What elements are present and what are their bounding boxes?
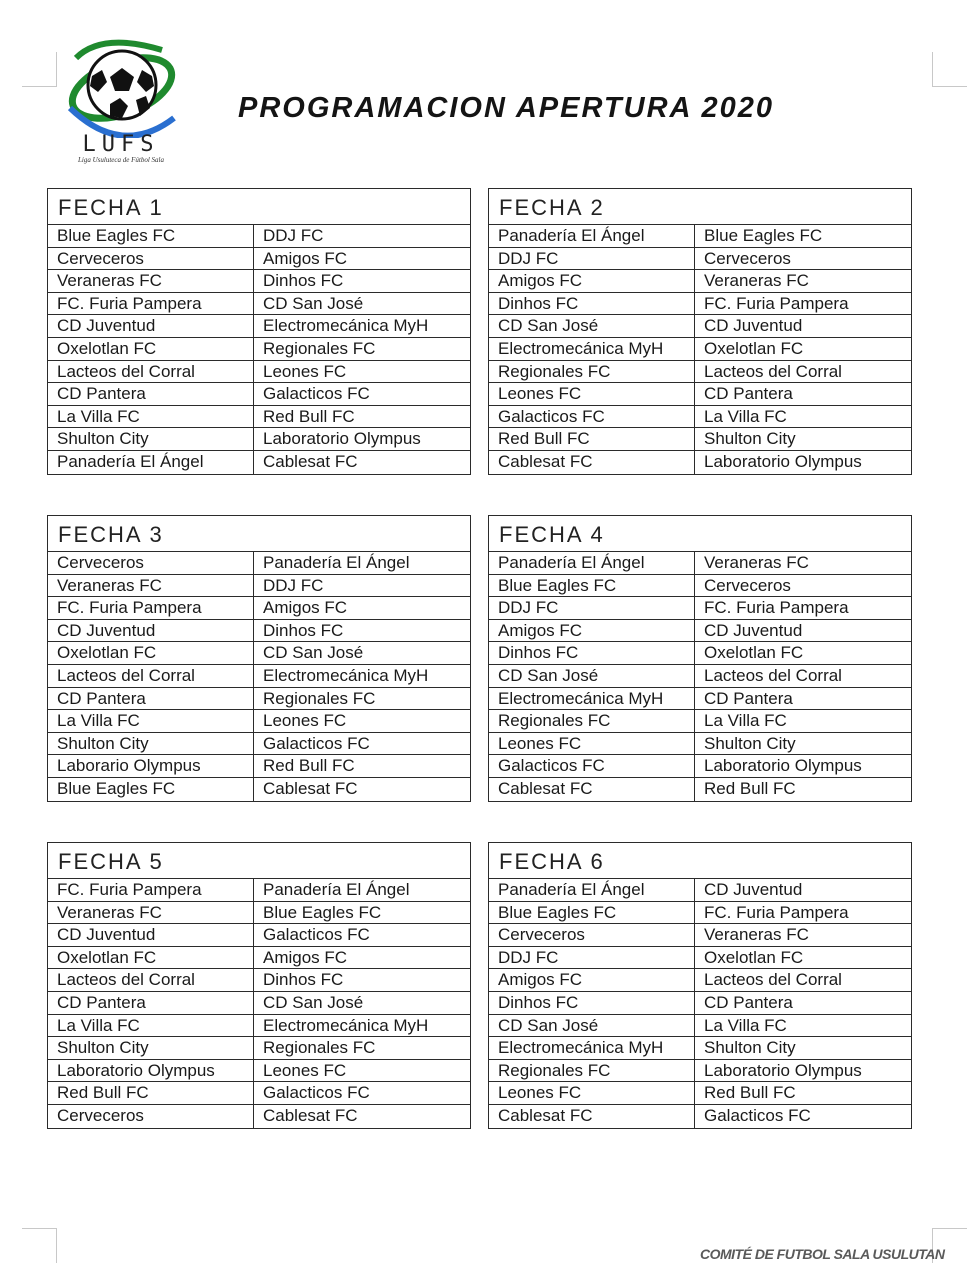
home-team: Leones FC [489, 1082, 695, 1104]
home-team: FC. Furia Pampera [48, 597, 254, 619]
match-row [48, 902, 470, 925]
home-team: Amigos FC [489, 270, 695, 292]
match-row [48, 947, 470, 970]
away-team: Laboratorio Olympus [704, 451, 862, 471]
match-row [48, 879, 470, 902]
home-team: FC. Furia Pampera [48, 879, 254, 901]
away-team: Shulton City [704, 429, 796, 449]
match-row [48, 778, 470, 801]
home-team: Dinhos FC [489, 642, 695, 664]
home-team: Oxelotlan FC [48, 947, 254, 969]
match-row [48, 1082, 470, 1105]
home-team: Lacteos del Corral [48, 969, 254, 991]
match-row [489, 1105, 911, 1128]
home-team: Galacticos FC [489, 406, 695, 428]
home-team: CD Pantera [48, 383, 254, 405]
away-team: Oxelotlan FC [704, 947, 804, 967]
away-team: Regionales FC [263, 688, 376, 708]
match-row [489, 406, 911, 429]
match-row [489, 1060, 911, 1083]
match-row [48, 665, 470, 688]
home-team: Oxelotlan FC [48, 642, 254, 664]
home-team: Cerveceros [489, 924, 695, 946]
match-row [489, 642, 911, 665]
away-team: Electromecánica MyH [263, 316, 429, 336]
match-row [489, 620, 911, 643]
away-team: FC. Furia Pampera [704, 902, 849, 922]
home-team: Panadería El Ángel [489, 879, 695, 901]
home-team: Regionales FC [489, 710, 695, 732]
home-team: Dinhos FC [489, 992, 695, 1014]
home-team: Electromecánica MyH [489, 338, 695, 360]
home-team: Veraneras FC [48, 575, 254, 597]
away-team: Lacteos del Corral [704, 361, 842, 381]
soccer-ball-icon [62, 38, 180, 138]
match-row [48, 552, 470, 575]
home-team: DDJ FC [489, 248, 695, 270]
match-row [489, 1082, 911, 1105]
away-team: Cerveceros [704, 248, 791, 268]
home-team: Leones FC [489, 733, 695, 755]
match-row [48, 1060, 470, 1083]
away-team: Dinhos FC [263, 271, 344, 291]
home-team: CD San José [489, 315, 695, 337]
match-row [489, 270, 911, 293]
fecha-heading: FECHA 1 [48, 189, 470, 225]
match-row [489, 552, 911, 575]
schedule-table-fecha-3 [47, 515, 471, 802]
match-row [489, 733, 911, 756]
home-team: Panadería El Ángel [489, 552, 695, 574]
match-row [48, 383, 470, 406]
home-team: Shulton City [48, 428, 254, 450]
away-team: Amigos FC [263, 248, 348, 268]
home-team: Cablesat FC [489, 1105, 695, 1128]
away-team: DDJ FC [263, 226, 324, 245]
logo-acronym: LUFS [82, 132, 160, 157]
home-team: Cerveceros [48, 1105, 254, 1128]
match-row [48, 315, 470, 338]
match-row [489, 428, 911, 451]
away-team: La Villa FC [704, 711, 787, 731]
match-row [48, 597, 470, 620]
match-row [48, 270, 470, 293]
home-team: Cerveceros [48, 552, 254, 574]
home-team: Regionales FC [489, 1060, 695, 1082]
match-row [48, 1015, 470, 1038]
away-team: Lacteos del Corral [704, 970, 842, 990]
schedule-table-fecha-6 [488, 842, 912, 1129]
home-team: CD Juventud [48, 924, 254, 946]
away-team: FC. Furia Pampera [704, 598, 849, 618]
away-team: Laboratorio Olympus [704, 756, 862, 776]
home-team: CD San José [489, 665, 695, 687]
away-team: Cerveceros [704, 575, 791, 595]
match-row [48, 225, 470, 248]
match-row [48, 428, 470, 451]
match-row [489, 755, 911, 778]
home-team: Laborario Olympus [48, 755, 254, 777]
match-row [489, 451, 911, 474]
away-team: CD Juventud [704, 316, 803, 336]
home-team: CD Pantera [48, 992, 254, 1014]
match-row [489, 293, 911, 316]
home-team: Cablesat FC [489, 451, 695, 474]
match-row [48, 293, 470, 316]
home-team: Regionales FC [489, 361, 695, 383]
away-team: Panadería El Ángel [263, 553, 410, 572]
home-team: Veraneras FC [48, 902, 254, 924]
match-row [489, 992, 911, 1015]
away-team: Oxelotlan FC [704, 643, 804, 663]
match-row [48, 248, 470, 271]
match-row [489, 879, 911, 902]
home-team: Blue Eagles FC [489, 575, 695, 597]
home-team: CD Juventud [48, 620, 254, 642]
match-row [48, 924, 470, 947]
match-row [489, 688, 911, 711]
home-team: Veraneras FC [48, 270, 254, 292]
match-row [489, 969, 911, 992]
match-row [48, 406, 470, 429]
match-row [489, 361, 911, 384]
match-row [489, 225, 911, 248]
home-team: Blue Eagles FC [48, 225, 254, 247]
match-row [48, 1105, 470, 1128]
away-team: Red Bull FC [263, 406, 355, 426]
match-row [489, 902, 911, 925]
away-team: Cablesat FC [263, 778, 358, 798]
away-team: La Villa FC [704, 406, 787, 426]
match-row [489, 575, 911, 598]
home-team: FC. Furia Pampera [48, 293, 254, 315]
away-team: DDJ FC [263, 575, 324, 595]
away-team: CD Juventud [704, 620, 803, 640]
match-row [48, 733, 470, 756]
away-team: Veraneras FC [704, 925, 809, 945]
away-team: CD Pantera [704, 384, 793, 404]
away-team: Oxelotlan FC [704, 338, 804, 358]
match-row [489, 315, 911, 338]
match-row [489, 1015, 911, 1038]
match-row [48, 969, 470, 992]
fecha-heading: FECHA 6 [489, 843, 911, 879]
home-team: Lacteos del Corral [48, 665, 254, 687]
schedule-table-fecha-2 [488, 188, 912, 475]
match-row [489, 383, 911, 406]
home-team: Shulton City [48, 733, 254, 755]
logo-subtitle: Liga Usuluteca de Fútbol Sala [78, 156, 164, 164]
away-team: Red Bull FC [263, 756, 355, 776]
match-row [489, 778, 911, 801]
home-team: DDJ FC [489, 947, 695, 969]
fecha-heading: FECHA 5 [48, 843, 470, 879]
away-team: Shulton City [704, 733, 796, 753]
match-row [48, 710, 470, 733]
away-team: Dinhos FC [263, 970, 344, 990]
match-row [48, 642, 470, 665]
away-team: Panadería El Ángel [263, 880, 410, 899]
home-team: Galacticos FC [489, 755, 695, 777]
away-team: Cablesat FC [263, 1105, 358, 1125]
match-row [48, 992, 470, 1015]
home-team: Panadería El Ángel [489, 225, 695, 247]
crop-mark-top-left [22, 52, 57, 87]
away-team: Galacticos FC [263, 1083, 370, 1103]
home-team: Dinhos FC [489, 293, 695, 315]
home-team: Amigos FC [489, 620, 695, 642]
away-team: CD Juventud [704, 880, 803, 899]
away-team: Galacticos FC [263, 925, 370, 945]
home-team: DDJ FC [489, 597, 695, 619]
away-team: Galacticos FC [263, 733, 370, 753]
away-team: Amigos FC [263, 598, 348, 618]
home-team: Cablesat FC [489, 778, 695, 801]
home-team: Cerveceros [48, 248, 254, 270]
home-team: Blue Eagles FC [48, 778, 254, 801]
away-team: Red Bull FC [704, 1083, 796, 1103]
away-team: Veraneras FC [704, 271, 809, 291]
away-team: Lacteos del Corral [704, 665, 842, 685]
away-team: Regionales FC [263, 1038, 376, 1058]
home-team: Electromecánica MyH [489, 688, 695, 710]
away-team: Galacticos FC [704, 1105, 811, 1125]
match-row [48, 575, 470, 598]
away-team: Blue Eagles FC [704, 226, 823, 245]
away-team: Regionales FC [263, 338, 376, 358]
schedule-table-fecha-1 [47, 188, 471, 475]
match-row [489, 947, 911, 970]
away-team: Laboratorio Olympus [263, 429, 421, 449]
page-title: PROGRAMACION APERTURA 2020 [238, 92, 774, 124]
home-team: Red Bull FC [48, 1082, 254, 1104]
match-row [489, 710, 911, 733]
match-row [489, 248, 911, 271]
match-row [48, 755, 470, 778]
home-team: La Villa FC [48, 406, 254, 428]
away-team: Leones FC [263, 711, 347, 731]
home-team: Leones FC [489, 383, 695, 405]
home-team: CD Pantera [48, 688, 254, 710]
away-team: Electromecánica MyH [263, 665, 429, 685]
away-team: Laboratorio Olympus [704, 1060, 862, 1080]
schedule-table-fecha-4 [488, 515, 912, 802]
away-team: Red Bull FC [704, 778, 796, 798]
away-team: Leones FC [263, 361, 347, 381]
home-team: La Villa FC [48, 1015, 254, 1037]
away-team: FC. Furia Pampera [704, 293, 849, 313]
home-team: Electromecánica MyH [489, 1037, 695, 1059]
fecha-heading: FECHA 4 [489, 516, 911, 552]
home-team: Red Bull FC [489, 428, 695, 450]
away-team: Amigos FC [263, 947, 348, 967]
fecha-heading: FECHA 2 [489, 189, 911, 225]
away-team: CD San José [263, 293, 364, 313]
away-team: Leones FC [263, 1060, 347, 1080]
away-team: CD San José [263, 992, 364, 1012]
away-team: Galacticos FC [263, 384, 370, 404]
match-row [48, 361, 470, 384]
match-row [489, 924, 911, 947]
league-logo [62, 38, 180, 168]
away-team: CD Pantera [704, 992, 793, 1012]
away-team: Electromecánica MyH [263, 1015, 429, 1035]
crop-mark-bottom-left [22, 1228, 57, 1263]
match-row [489, 597, 911, 620]
home-team: Shulton City [48, 1037, 254, 1059]
fecha-heading: FECHA 3 [48, 516, 470, 552]
home-team: Panadería El Ángel [48, 451, 254, 474]
away-team: Blue Eagles FC [263, 902, 382, 922]
away-team: Shulton City [704, 1038, 796, 1058]
away-team: Dinhos FC [263, 620, 344, 640]
away-team: Veraneras FC [704, 553, 809, 572]
match-row [48, 338, 470, 361]
home-team: CD San José [489, 1015, 695, 1037]
home-team: Amigos FC [489, 969, 695, 991]
away-team: CD San José [263, 643, 364, 663]
away-team: Cablesat FC [263, 451, 358, 471]
match-row [48, 451, 470, 474]
home-team: La Villa FC [48, 710, 254, 732]
match-row [48, 1037, 470, 1060]
schedule-table-fecha-5 [47, 842, 471, 1129]
away-team: La Villa FC [704, 1015, 787, 1035]
match-row [48, 688, 470, 711]
home-team: Oxelotlan FC [48, 338, 254, 360]
away-team: CD Pantera [704, 688, 793, 708]
home-team: Blue Eagles FC [489, 902, 695, 924]
footer-committee: COMITÉ DE FUTBOL SALA USULUTAN [700, 1246, 945, 1262]
crop-mark-top-right [932, 52, 967, 87]
match-row [489, 665, 911, 688]
home-team: Laboratorio Olympus [48, 1060, 254, 1082]
home-team: CD Juventud [48, 315, 254, 337]
match-row [489, 1037, 911, 1060]
match-row [48, 620, 470, 643]
match-row [489, 338, 911, 361]
home-team: Lacteos del Corral [48, 361, 254, 383]
